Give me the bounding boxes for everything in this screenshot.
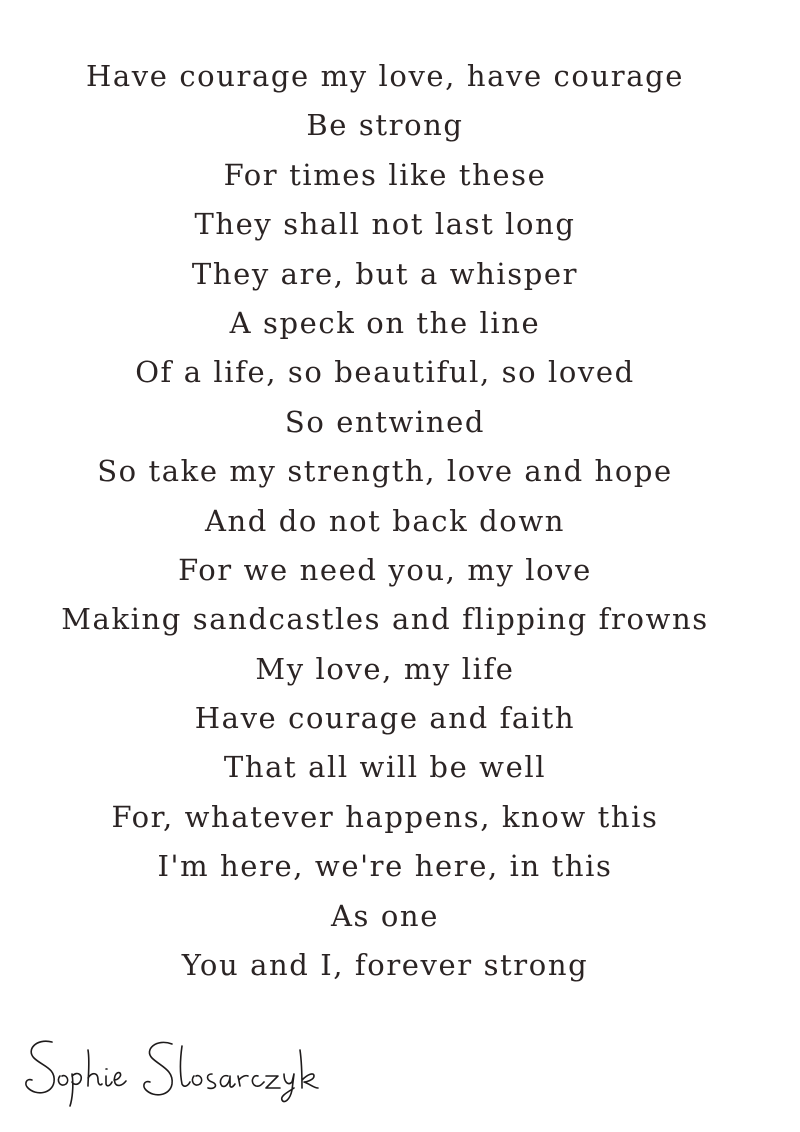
poem-line: For times like these <box>223 157 547 192</box>
poem-line: Have courage and faith <box>194 701 576 736</box>
poem-line: And do not back down <box>204 503 566 538</box>
poem-line: For we need you, my love <box>178 552 592 587</box>
poem-line: My love, my life <box>255 651 515 686</box>
poem-line: Have courage my love, have courage <box>85 59 685 93</box>
poem-line: I'm here, we're here, in this <box>157 849 613 884</box>
poem-text <box>0 52 770 990</box>
poem-line: Making sandcastles and flipping frowns <box>61 602 709 637</box>
poem-line: They shall not last long <box>194 207 576 242</box>
poem-line: So entwined <box>284 404 486 439</box>
poem-line: As one <box>331 898 439 933</box>
poem-line: Be strong <box>306 108 464 143</box>
signature-graphic <box>22 1030 332 1110</box>
poem-line: So take my strength, love and hope <box>97 454 673 489</box>
poem-line: A speck on the line <box>229 305 541 340</box>
poem-line: For, whatever happens, know this <box>111 799 659 834</box>
poem-line: Of a life, so beautiful, so loved <box>135 355 635 390</box>
poem-line: They are, but a whisper <box>191 256 579 291</box>
author-signature <box>22 1030 332 1110</box>
poem-line: You and I, forever strong <box>181 948 589 983</box>
poem-line: That all will be well <box>223 750 547 785</box>
